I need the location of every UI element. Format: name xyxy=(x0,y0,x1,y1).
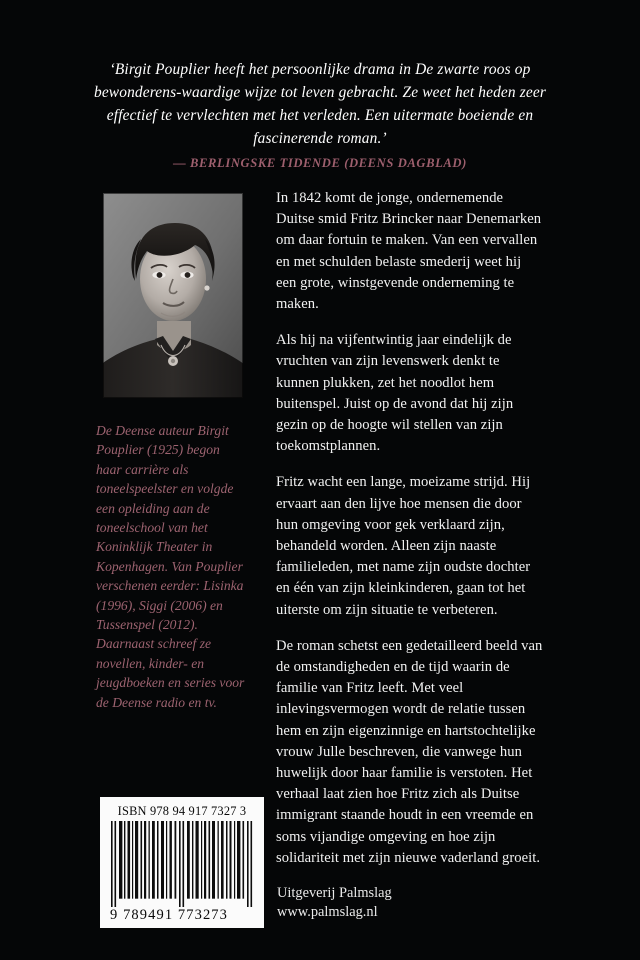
blurb-paragraph: Als hij na vijfentwintig jaar eindelijk de vruchten van zijn levenswerk denkt te kunnen plukken, zet het noodlot hem buitenspel. Juist op de avond dat hij zijn gezin op de hoogte wil stellen van zijn toekomstplannen. xyxy=(276,332,514,455)
author-portrait-photo xyxy=(103,193,243,398)
publisher-name: Uitgeverij Palmslag xyxy=(277,885,392,901)
author-bio-text: De Deense auteur Birgit Pouplier (1925) begon haar carrière als toneelspeelster en volgde een opleiding aan de toneelschool van het Koninklijk Theater in Kopenhagen. Van Pouplier verschenen eerder: Lisinka (1996), Siggi (2006) en Tussenspel (2012). Daarnaast schreef ze novellen, kinder- en jeugdboeken en series voor de Deense radio en tv. xyxy=(96,423,245,710)
publisher-block xyxy=(277,884,392,922)
blurb-paragraph: De roman schetst een gedetailleerd beeld van de omstandigheden en de tijd waarin de familie van Fritz leeft. Met veel inlevingsvermogen wordt de relatie tussen hem en zijn eigenzinnige en hartstochtelijke vrouw Julle beschreven, die vanwege hun huwelijk door haar familie is verstoten. Het verhaal laat zien hoe Fritz zich als Duitse immigrant staande houdt in een vreemde en soms vijandige omgeving en hoe zijn solidariteit met zijn nieuwe vaderland groeit. xyxy=(276,637,543,866)
back-cover-blurb xyxy=(276,188,544,869)
isbn-barcode-panel xyxy=(100,797,264,928)
publisher-website[interactable]: www.palmslag.nl xyxy=(277,904,378,920)
review-quote-block xyxy=(84,58,556,171)
barcode-bars-icon xyxy=(109,821,255,907)
review-quote-text: ‘Birgit Pouplier heeft het persoonlijke drama in De zwarte roos op bewonderens-waardige wijze tot leven gebracht. Ze weet het heden zeer effectief te vervlechten met het verleden. Een uitermate boeiende en fascinerende roman.’ xyxy=(93,61,546,147)
ean-digits-label: 9 789491 773273 xyxy=(110,907,228,923)
blurb-paragraph: In 1842 komt de jonge, ondernemende Duitse smid Fritz Brincker naar Denemarken om daar fortuin te maken. Van een vervallen en met schulden belaste smederij weet hij een grote, winstgevende onderneming te maken. xyxy=(276,190,542,313)
isbn-number-label: ISBN 978 94 917 7327 3 xyxy=(117,804,247,818)
review-quote-source: — BERLINGSKE TIDENDE (DEENS DAGBLAD) xyxy=(173,156,467,170)
blurb-paragraph: Fritz wacht een lange, moeizame strijd. Hij ervaart aan den lijve hoe mensen die door hun omgeving voor gek verklaard zijn, behandeld worden. Alleen zijn naaste familieleden, met name zijn oudste dochter en één van zijn kleinkinderen, gaan tot het uiterste om zijn situatie te verbeteren. xyxy=(276,474,531,618)
